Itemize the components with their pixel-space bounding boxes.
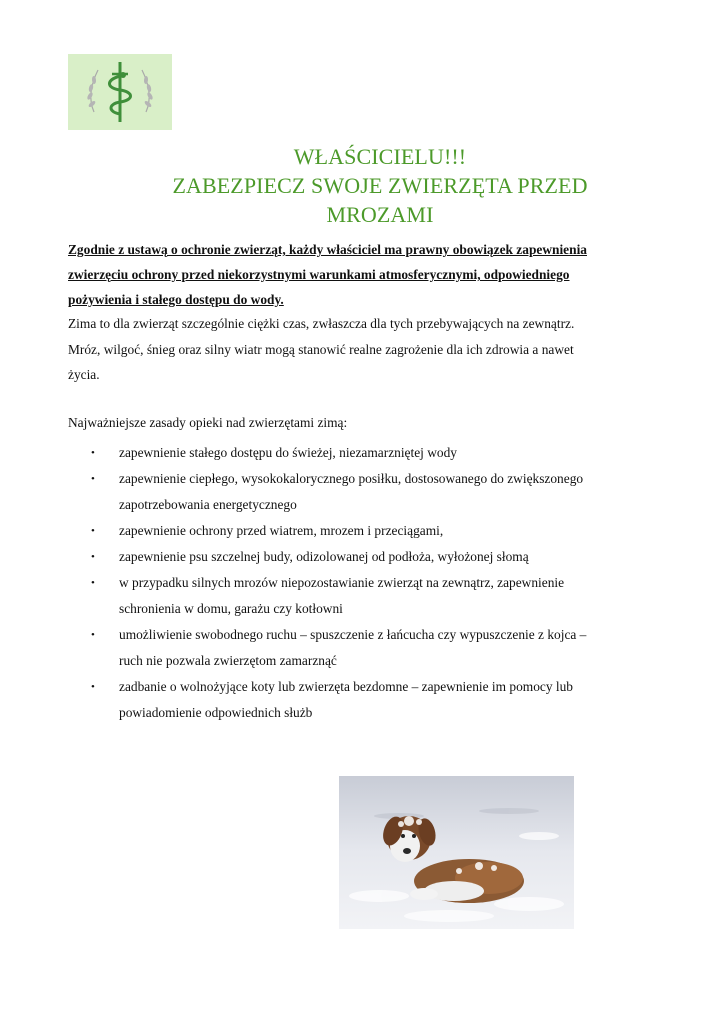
caduceus-laurel-logo-icon [68, 54, 172, 130]
list-item-text: zapewnienie psu szczelnej budy, odizolowanej od podłoża, wyłożonej słomą [119, 549, 529, 564]
list-item [68, 518, 668, 544]
list-item [68, 622, 668, 674]
bullet-icon: • [91, 473, 95, 485]
intro-paragraph [68, 311, 668, 388]
list-item [68, 674, 668, 726]
title-line: ZABEZPIECZ SWOJE ZWIERZĘTA PRZED [172, 173, 588, 198]
intro-line: życia. [68, 367, 100, 382]
list-item-text: zadbanie o wolnożyjące koty lub zwierzęta bezdomne – zapewnienie im pomocy lub [119, 679, 573, 694]
list-item-text: w przypadku silnych mrozów niepozostawianie zwierząt na zewnątrz, zapewnienie [119, 575, 565, 590]
list-item-text: schronienia w domu, garażu czy kotłowni [119, 601, 343, 616]
bullet-icon: • [91, 551, 95, 563]
list-item-text: ruch nie pozwala zwierzętom zamarznąć [119, 653, 337, 668]
list-item-text: umożliwienie swobodnego ruchu – spuszczenie z łańcucha czy wypuszczenie z kojca – [119, 627, 587, 642]
bullet-icon: • [91, 577, 95, 589]
legal-notice-line: zwierzęciu ochrony przed niekorzystnymi warunkami atmosferycznymi, odpowiedniego [68, 267, 570, 282]
title-line: WŁAŚCICIELU!!! [293, 144, 467, 169]
intro-line: Mróz, wilgoć, śnieg oraz silny wiatr mogą stanowić realne zagrożenie dla ich zdrowia a nawet [68, 341, 574, 357]
list-item-text: zapewnienie stałego dostępu do świeżej, niezamarzniętej wody [119, 445, 457, 460]
rules-list [68, 440, 668, 726]
page-title [100, 142, 660, 229]
legal-notice-line: pożywienia i stałego dostępu do wody. [68, 292, 284, 307]
bullet-icon: • [91, 447, 95, 459]
list-item-text: zapewnienie ciepłego, wysokokalorycznego posiłku, dostosowanego do zwiększonego [119, 471, 584, 486]
list-item [68, 544, 668, 570]
list-item [68, 570, 668, 622]
legal-notice-line: Zgodnie z ustawą o ochronie zwierząt, każdy właściciel ma prawny obowiązek zapewnienia [68, 242, 587, 257]
rules-heading: Najważniejsze zasady opieki nad zwierzętami zimą: [68, 415, 348, 430]
snow-dog-photo [339, 776, 574, 929]
bullet-icon: • [91, 629, 95, 641]
intro-line: Zima to dla zwierząt szczególnie ciężki czas, zwłaszcza dla tych przebywających na zewnątrz. [68, 316, 575, 331]
bullet-icon: • [91, 681, 95, 693]
legal-notice [68, 237, 668, 312]
list-item-text: zapotrzebowania energetycznego [119, 497, 297, 512]
logo [68, 54, 172, 130]
list-item-text: zapewnienie ochrony przed wiatrem, mrozem i przeciągami, [119, 523, 444, 538]
bullet-icon: • [91, 525, 95, 537]
title-line: MROZAMI [326, 202, 434, 227]
snow-covered-dog-photo-icon [339, 776, 574, 929]
list-item [68, 440, 668, 466]
list-item-text: powiadomienie odpowiednich służb [119, 705, 313, 720]
list-item [68, 466, 668, 518]
